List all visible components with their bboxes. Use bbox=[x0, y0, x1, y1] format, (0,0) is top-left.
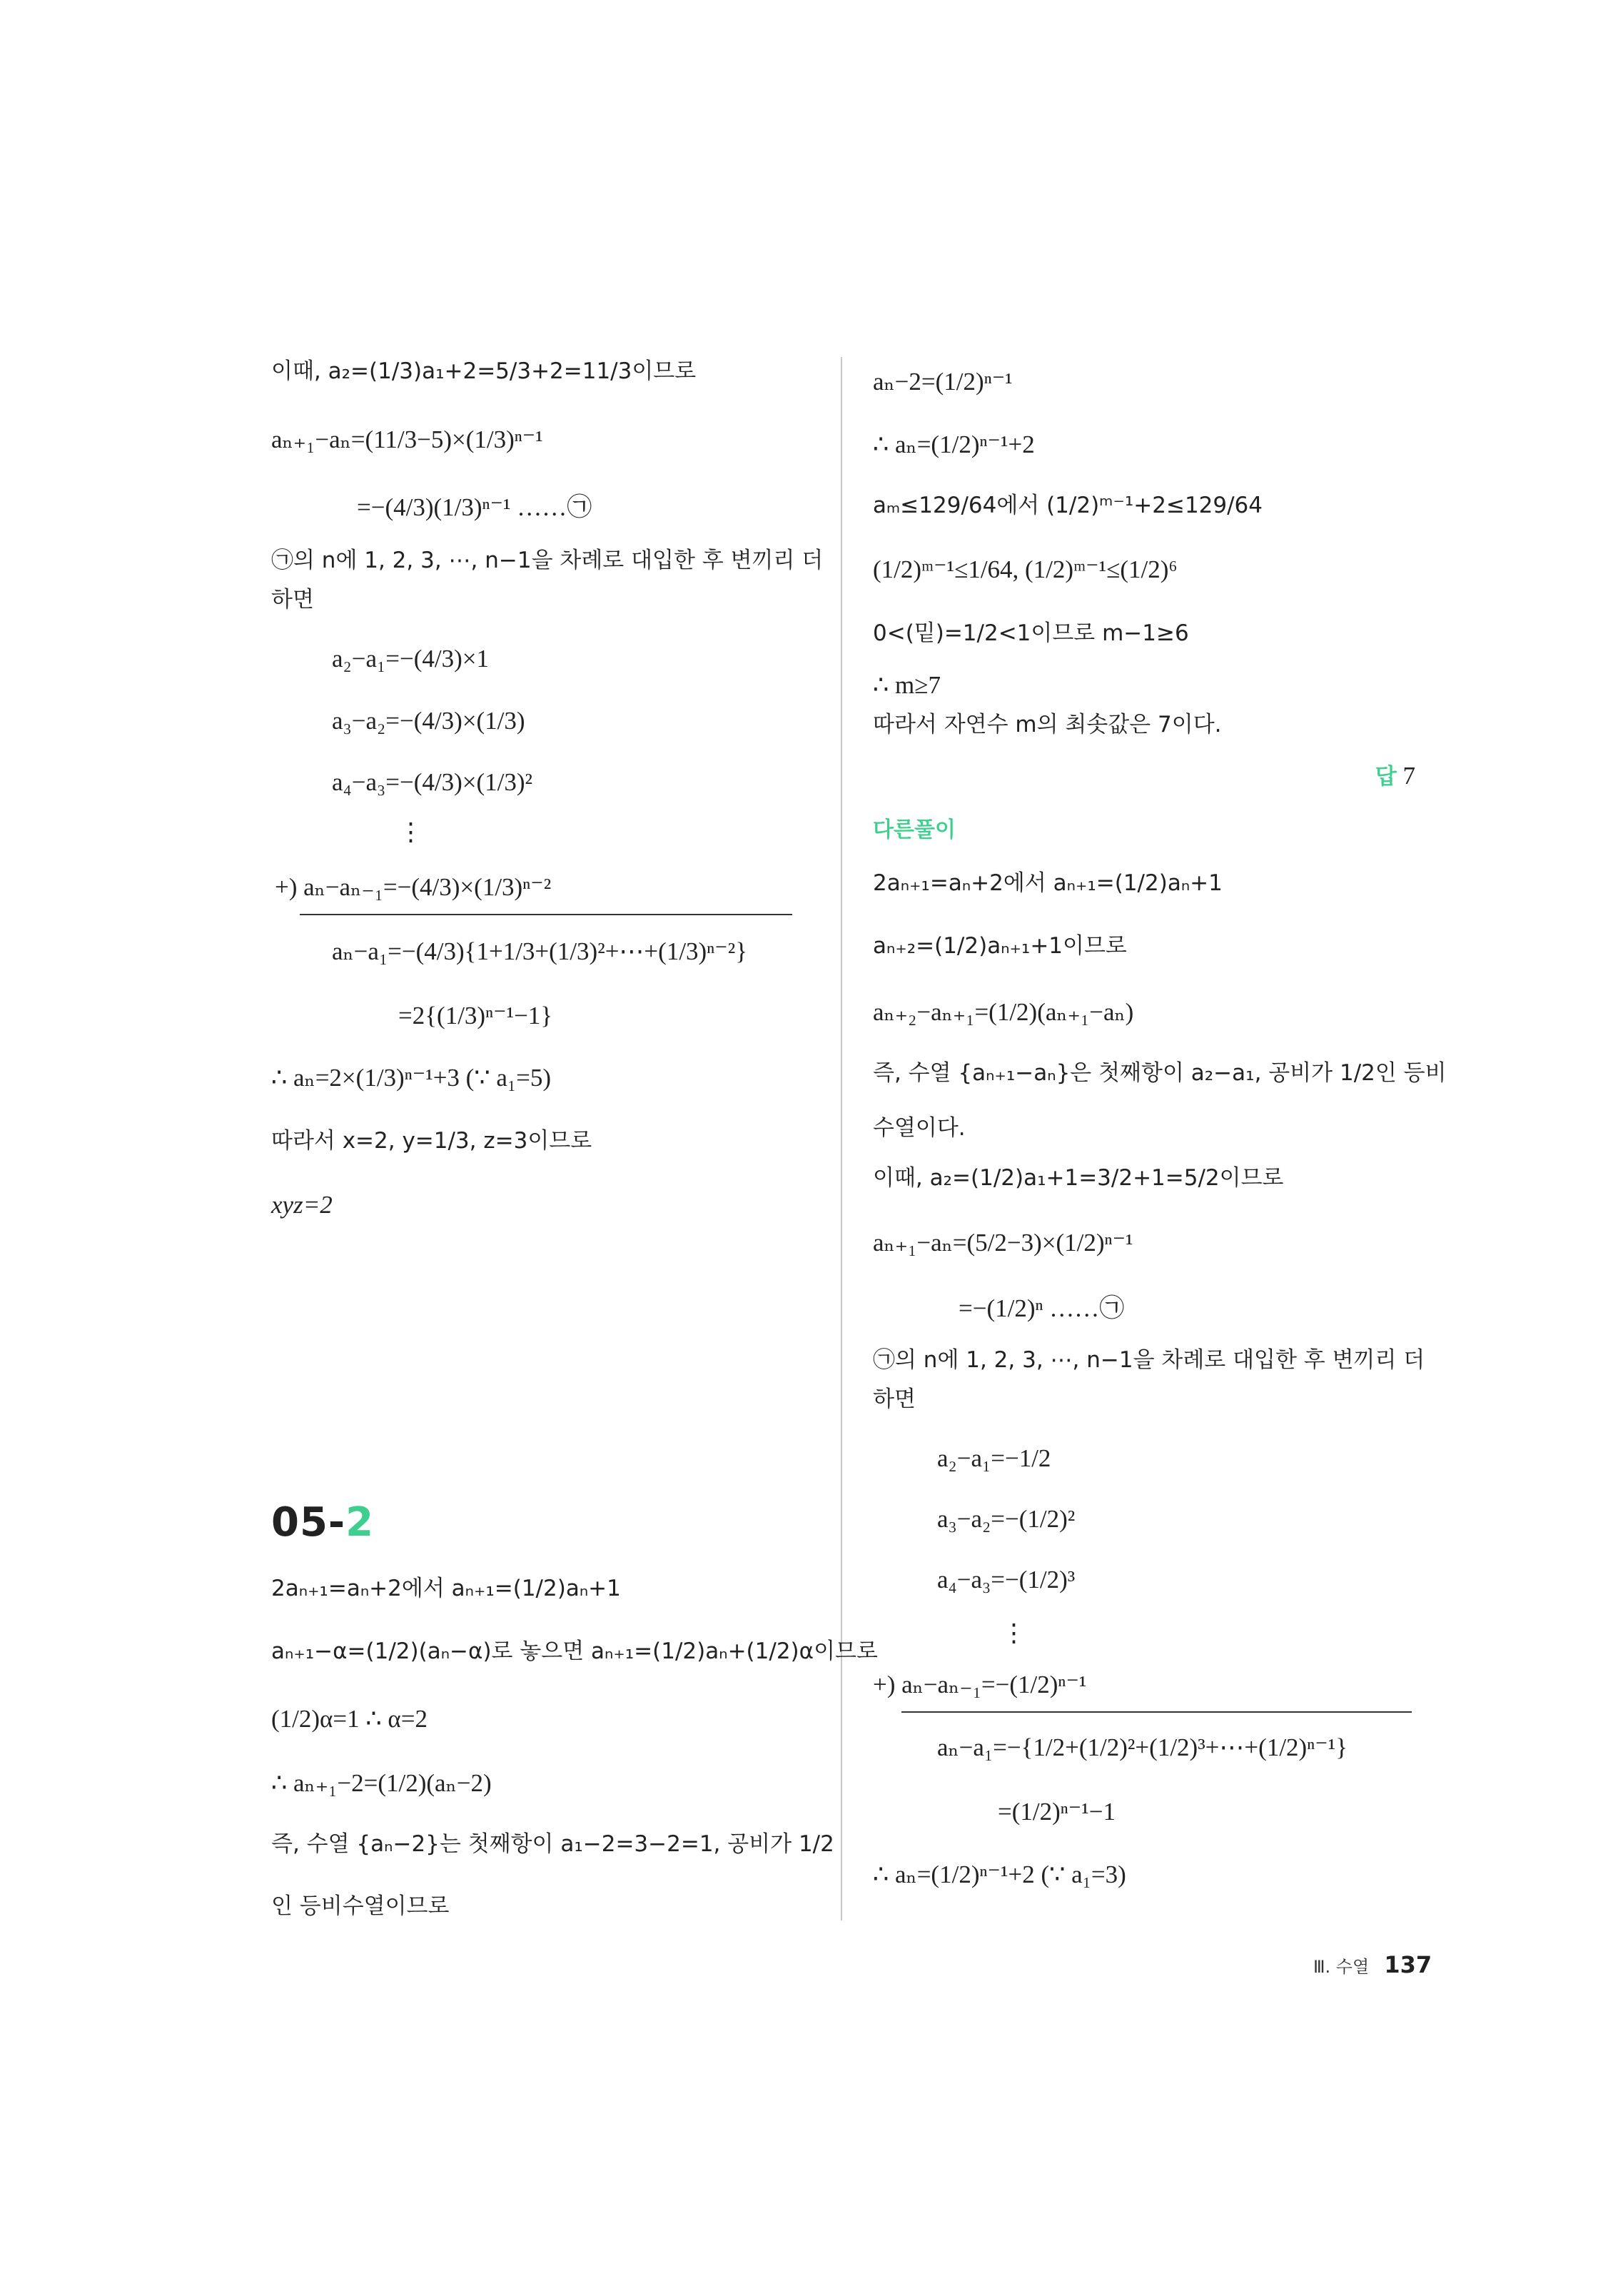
solution-line: 이때, a₂=(1/2)a₁+1=3/2+1=5/2이므로 bbox=[873, 1165, 1284, 1191]
equation-line: a₃−a₂=−(1/2)² bbox=[937, 1505, 1076, 1533]
equation-line: a₃−a₂=−(4/3)×(1/3) bbox=[332, 707, 525, 735]
solution-line: =−(4/3)(1/3)ⁿ⁻¹ ……㉠ bbox=[357, 493, 592, 521]
vertical-ellipsis: ⋮ bbox=[398, 818, 423, 846]
equation-line: =(1/2)ⁿ⁻¹−1 bbox=[998, 1798, 1116, 1826]
equation-line: a₂−a₁=−1/2 bbox=[937, 1444, 1051, 1472]
solution-line: (1/2)ᵐ⁻¹≤1/64, (1/2)ᵐ⁻¹≤(1/2)⁶ bbox=[873, 555, 1178, 583]
solution-line: 따라서 x=2, y=1/3, z=3이므로 bbox=[271, 1128, 592, 1154]
solution-line: 이때, a₂=(1/3)a₁+2=5/3+2=11/3이므로 bbox=[271, 358, 697, 384]
solution-line: ㉠의 n에 1, 2, 3, ⋯, n−1을 차례로 대입한 후 변끼리 더 bbox=[873, 1347, 1425, 1373]
page-footer bbox=[1313, 1950, 1432, 1979]
answer bbox=[1375, 758, 1415, 790]
solution-line: aₘ≤129/64에서 (1/2)ᵐ⁻¹+2≤129/64 bbox=[873, 493, 1263, 518]
solution-line: xyz=2 bbox=[271, 1191, 333, 1219]
solution-line: 2aₙ₊₁=aₙ+2에서 aₙ₊₁=(1/2)aₙ+1 bbox=[271, 1576, 621, 1601]
equation-line: +) aₙ−aₙ₋₁=−(1/2)ⁿ⁻¹ bbox=[873, 1671, 1087, 1698]
equation-line: aₙ−a₁=−(4/3){1+1/3+(1/3)²+⋯+(1/3)ⁿ⁻²} bbox=[332, 937, 747, 965]
solution-line: aₙ₊₁−aₙ=(5/2−3)×(1/2)ⁿ⁻¹ bbox=[873, 1229, 1133, 1257]
equation-line: a₄−a₃=−(4/3)×(1/3)² bbox=[332, 768, 532, 796]
solution-line: 하면 bbox=[873, 1386, 916, 1412]
solution-line: (1/2)α=1 ∴ α=2 bbox=[271, 1705, 428, 1733]
solution-line: =−(1/2)ⁿ ……㉠ bbox=[959, 1294, 1125, 1322]
problem-number-sub: 2 bbox=[345, 1499, 375, 1546]
page-number: 137 bbox=[1384, 1951, 1432, 1978]
sum-rule bbox=[901, 1711, 1412, 1713]
solution-line: aₙ₊₁−α=(1/2)(aₙ−α)로 놓으면 aₙ₊₁=(1/2)aₙ+(1/2)α이므로 bbox=[271, 1638, 878, 1664]
equation-line: a₂−a₁=−(4/3)×1 bbox=[332, 645, 489, 673]
problem-number-main: 05- bbox=[271, 1499, 346, 1546]
solution-line: 즉, 수열 {aₙ₊₁−aₙ}은 첫째항이 a₂−a₁, 공비가 1/2인 등비 bbox=[873, 1060, 1447, 1086]
solution-line: ∴ aₙ=(1/2)ⁿ⁻¹+2 (∵ a₁=3) bbox=[873, 1861, 1126, 1888]
problem-number bbox=[271, 1499, 374, 1546]
solution-line: ㉠의 n에 1, 2, 3, ⋯, n−1을 차례로 대입한 후 변끼리 더 bbox=[271, 548, 824, 573]
equation-line: =2{(1/3)ⁿ⁻¹−1} bbox=[398, 1002, 553, 1029]
column-divider bbox=[841, 357, 842, 1920]
answer-label: 답 bbox=[1375, 764, 1397, 790]
solution-line: 0<(밑)=1/2<1이므로 m−1≥6 bbox=[873, 620, 1189, 646]
equation-line: a₄−a₃=−(1/2)³ bbox=[937, 1566, 1076, 1593]
equation-line: +) aₙ−aₙ₋₁=−(4/3)×(1/3)ⁿ⁻² bbox=[275, 873, 552, 901]
solution-line: aₙ−2=(1/2)ⁿ⁻¹ bbox=[873, 368, 1013, 396]
answer-value: 7 bbox=[1402, 762, 1415, 790]
solution-line: 2aₙ₊₁=aₙ+2에서 aₙ₊₁=(1/2)aₙ+1 bbox=[873, 870, 1223, 896]
solution-line: ∴ aₙ=2×(1/3)ⁿ⁻¹+3 (∵ a₁=5) bbox=[271, 1064, 551, 1092]
solution-line: aₙ₊₂=(1/2)aₙ₊₁+1이므로 bbox=[873, 933, 1127, 959]
section-label: Ⅲ. 수열 bbox=[1313, 1957, 1370, 1977]
solution-line: ∴ aₙ₊₁−2=(1/2)(aₙ−2) bbox=[271, 1769, 492, 1797]
solution-line: aₙ₊₂−aₙ₊₁=(1/2)(aₙ₊₁−aₙ) bbox=[873, 998, 1134, 1026]
solution-line: aₙ₊₁−aₙ=(11/3−5)×(1/3)ⁿ⁻¹ bbox=[271, 426, 543, 453]
solution-line: ∴ aₙ=(1/2)ⁿ⁻¹+2 bbox=[873, 430, 1035, 458]
sum-rule bbox=[300, 914, 792, 915]
solution-line: 하면 bbox=[271, 587, 314, 613]
solution-line: 즉, 수열 {aₙ−2}는 첫째항이 a₁−2=3−2=1, 공비가 1/2 bbox=[271, 1831, 834, 1857]
solution-line: ∴ m≥7 bbox=[873, 671, 941, 699]
alt-solution-title: 다른풀이 bbox=[873, 817, 956, 842]
solution-line: 인 등비수열이므로 bbox=[271, 1893, 450, 1919]
vertical-ellipsis: ⋮ bbox=[1001, 1619, 1026, 1647]
solution-line: 수열이다. bbox=[873, 1115, 966, 1141]
equation-line: aₙ−a₁=−{1/2+(1/2)²+(1/2)³+⋯+(1/2)ⁿ⁻¹} bbox=[937, 1733, 1348, 1761]
solution-line: 따라서 자연수 m의 최솟값은 7이다. bbox=[873, 712, 1222, 737]
